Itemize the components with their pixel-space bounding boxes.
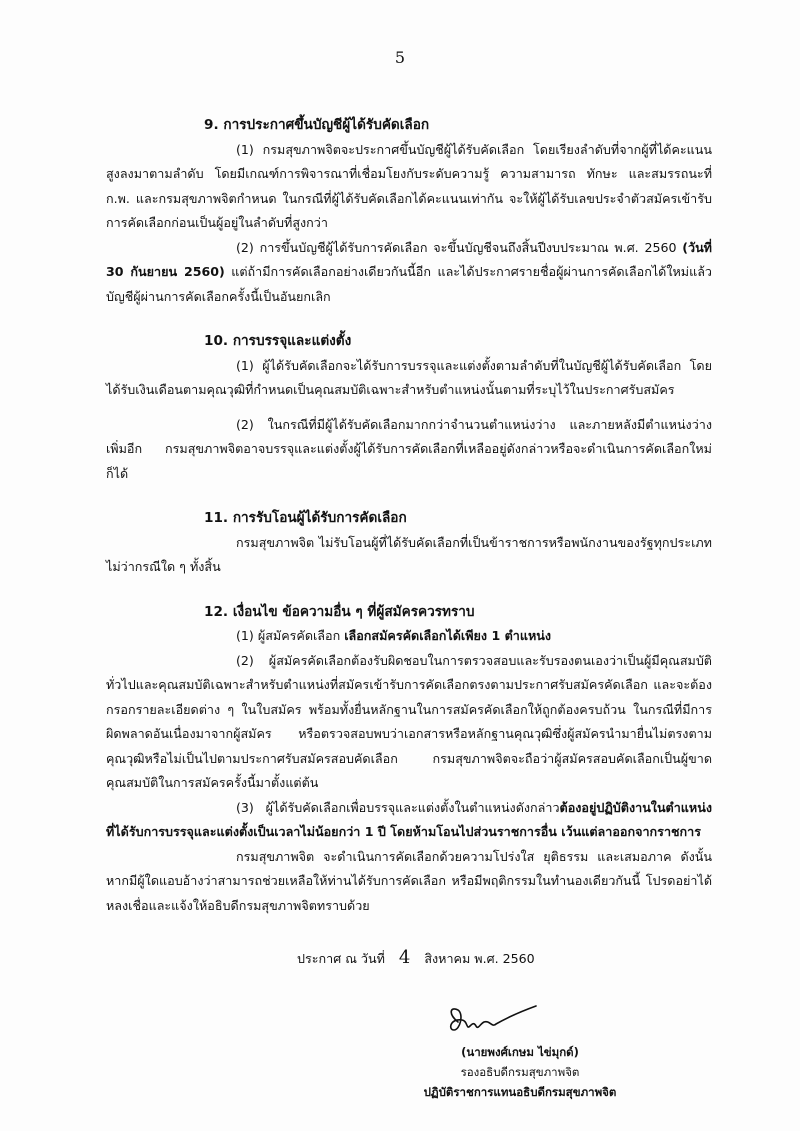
announcement-date	[297, 947, 535, 969]
signature-icon	[440, 1000, 540, 1040]
paragraph-10-2: (2) ในกรณีที่มีผู้ได้รับคัดเลือกมากกว่าจำนวนตำแหน่งว่าง และภายหลังมีตำแหน่งว่างเพิ่มอีก กรมสุขภาพจิตอาจบรรจุและแต่งตั้งผู้ได้รับการคัดเลือกที่เหลืออยู่ดังกล่าวหรือจะดำเนินการคัดเลือกใหม่ก็ได้	[106, 416, 712, 481]
signatory-acting-title: ปฏิบัติราชการแทนอธิบดีกรมสุขภาพจิต	[423, 1085, 617, 1099]
page-number: 5	[394, 48, 406, 67]
paragraph-9-2	[106, 236, 712, 310]
closing-paragraph: กรมสุขภาพจิต จะดำเนินการคัดเลือกด้วยความโปร่งใส ยุติธรรม และเสมอภาค ดังนั้น หากมีผู้ใดแอบอ้างว่าสามารถช่วยเหลือให้ท่านได้รับการคัดเลือก หรือมีพฤติกรรมในทำนองเดียวกันนี้ โปรดอย่าได้หลงเชื่อและแจ้งให้อธิบดีกรมสุขภาพจิตทราบด้วย	[106, 848, 712, 913]
paragraph-bold-text: เลือกสมัครคัดเลือกได้เพียง 1 ตำแหน่ง	[344, 628, 552, 643]
announcement-prefix: ประกาศ ณ วันที่	[297, 951, 385, 966]
paragraph-12-1	[106, 624, 712, 649]
announcement-month-year: สิงหาคม พ.ศ. 2560	[424, 951, 535, 966]
paragraph-text: แต่ถ้ามีการคัดเลือกอย่างเดียวกันนี้อีก และได้ประกาศรายชื่อผู้ผ่านการคัดเลือกได้ใหม่แล้ว บัญชีผู้ผ่านการคัดเลือกครั้งนี้เป็นอันยกเลิก	[106, 264, 712, 304]
paragraph-text: (2) การขึ้นบัญชีผู้ได้รับการคัดเลือก จะขึ้นบัญชีจนถึงสิ้นปีงบประมาณ พ.ศ. 2560	[236, 239, 683, 255]
document-body	[106, 113, 712, 918]
paragraph-text: (3) ผู้ได้รับคัดเลือกเพื่อบรรจุและแต่งตั้งในตำแหน่งดังกล่าว	[236, 799, 560, 815]
signatory-name: (นายพงศ์เกษม ไข่มุกด์)	[461, 1045, 579, 1059]
announcement-day: 4	[398, 947, 411, 968]
section-heading-10: 10. การบรรจุและแต่งตั้ง	[204, 333, 352, 349]
signatory-block	[380, 1042, 660, 1102]
paragraph-12-2: (2) ผู้สมัครคัดเลือกต้องรับผิดชอบในการตรวจสอบและรับรองตนเองว่าเป็นผู้มีคุณสมบัติทั่วไปและคุณสมบัติเฉพาะสำหรับตำแหน่งที่สมัครเข้ารับการคัดเลือกตรงตามประกาศรับสมัครคัดเลือก และจะต้องกรอกรายละเอียดต่าง ๆ ในใบสมัคร พร้อมทั้งยื่นหลักฐานในการสมัครคัดเลือกให้ถูกต้องครบถ้วน ในกรณีที่มีการผิดพลาดอันเนื่องมาจากผู้สมัคร หรือตรวจสอบพบว่าเอกสารหรือหลักฐานคุณวุฒิซึ่งผู้สมัครนำมายื่นไม่ตรงตามคุณวุฒิหรือไม่เป็นไปตามประกาศรับสมัครสอบคัดเลือก กรมสุขภาพจิตจะถือว่าผู้สมัครสอบคัดเลือกเป็นผู้ขาดคุณสมบัติในการสมัครครั้งนี้มาตั้งแต่ต้น	[106, 652, 712, 790]
section-heading-12: 12. เงื่อนไข ข้อความอื่น ๆ ที่ผู้สมัครควรทราบ	[204, 603, 475, 620]
paragraph-11-1: กรมสุขภาพจิต ไม่รับโอนผู้ที่ได้รับคัดเลือกที่เป็นข้าราชการหรือพนักงานของรัฐทุกประเภทไม่ว่ากรณีใด ๆ ทั้งสิ้น	[106, 534, 712, 574]
section-heading-9: 9. การประกาศขึ้นบัญชีผู้ได้รับคัดเลือก	[204, 117, 430, 133]
paragraph-bold-date: (วันที่ 30 กันยายน 2560)	[106, 239, 712, 279]
paragraph-9-1: (1) กรมสุขภาพจิตจะประกาศขึ้นบัญชีผู้ได้รับคัดเลือก โดยเรียงลำดับที่จากผู้ที่ได้คะแนนสูงลงมาตามลำดับ โดยมีเกณฑ์การพิจารณาที่เชื่อมโยงกับระดับความรู้ ความสามารถ ทักษะ และสมรรถนะที่ ก.พ. และกรมสุขภาพจิตกำหนด ในกรณีที่ผู้ได้รับคัดเลือกได้คะแนนเท่ากัน จะให้ผู้ได้รับเลขประจำตัวสมัครเข้ารับการคัดเลือกก่อนเป็นผู้อยู่ในลำดับที่สูงกว่า	[106, 141, 712, 230]
paragraph-text: (1) ผู้สมัครคัดเลือก	[236, 628, 345, 643]
paragraph-10-1: (1) ผู้ได้รับคัดเลือกจะได้รับการบรรจุและแต่งตั้งตามลำดับที่ในบัญชีผู้ได้รับคัดเลือก โดยได้รับเงินเดือนตามคุณวุฒิที่กำหนดเป็นคุณสมบัติเฉพาะสำหรับตำแหน่งนั้นตามที่ระบุไว้ในประกาศรับสมัคร	[106, 357, 712, 397]
paragraph-bold-text: ต้องอยู่ปฏิบัติงานในตำแหน่งที่ได้รับการบรรจุและแต่งตั้งเป็นเวลาไม่น้อยกว่า 1 ปี โดยห้ามโอนไปส่วนราชการอื่น เว้นแต่ลาออกจากราชการ	[106, 799, 712, 839]
signatory-title: รองอธิบดีกรมสุขภาพจิต	[460, 1065, 580, 1079]
paragraph-12-3	[106, 796, 712, 845]
section-heading-11: 11. การรับโอนผู้ได้รับการคัดเลือก	[204, 510, 407, 526]
